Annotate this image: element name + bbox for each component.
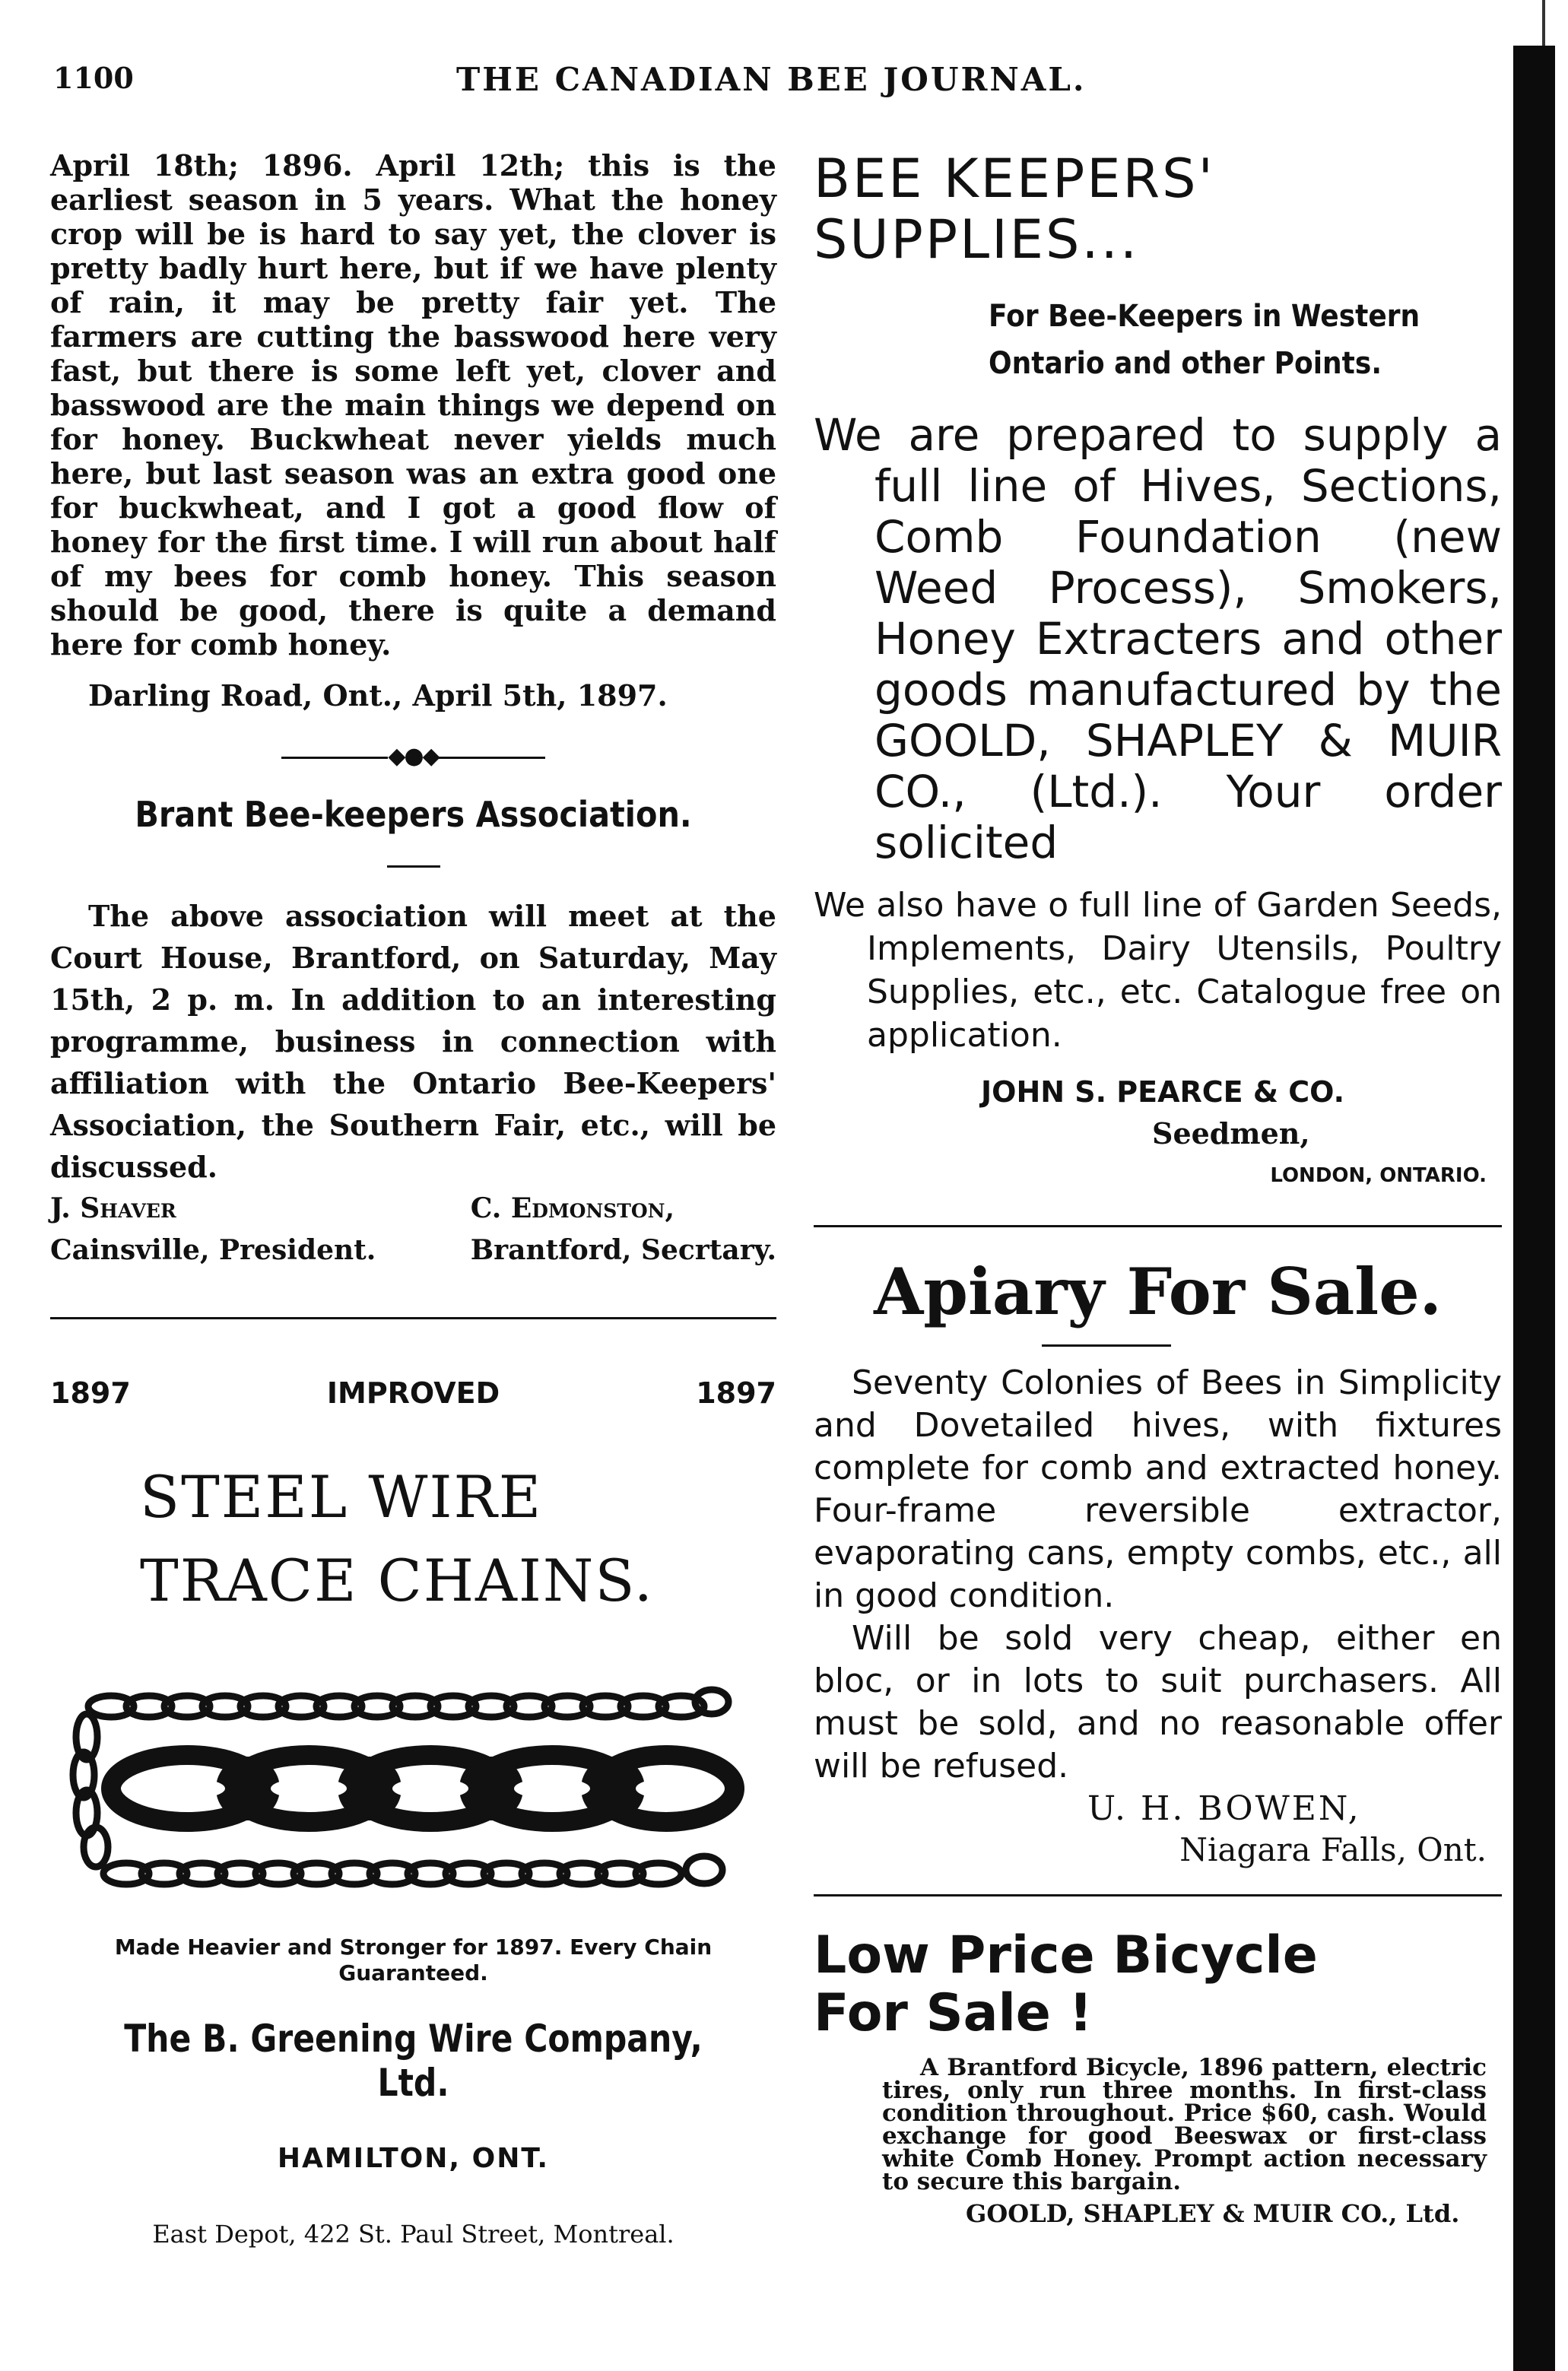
ornament-glyph: ◆●◆ (388, 743, 439, 770)
apiary-title: Apiary For Sale. (874, 1254, 1442, 1329)
ad-tagline: Made Heavier and Stronger for 1897. Every Chain Guaranteed. (114, 1935, 713, 1985)
ad-year-left: 1897 (50, 1376, 131, 1410)
ornament-rule-left (281, 757, 388, 759)
ad-year-right: 1897 (696, 1376, 776, 1410)
signature-left-role: Cainsville, President. (50, 1234, 376, 1266)
bicycle-title (814, 1927, 1502, 2042)
supplies-subtitle-1: For Bee-Keepers in Western (989, 299, 1420, 334)
supplier-location: LONDON, ONTARIO. (1270, 1164, 1487, 1187)
supplier-trade: Seedmen, (1152, 1116, 1310, 1151)
trace-chain-ad (50, 1376, 776, 2249)
page-edge-shadow (1513, 46, 1555, 2371)
left-column (50, 148, 776, 2249)
page-header (0, 61, 1490, 106)
association-title: Brant Bee-keepers Association. (135, 794, 692, 835)
supplies-body: We are prepared to supply a full line of Hives, Sections, Comb Foundation (new Weed Process), Smokers, Honey Extracters and other goods manufactured by the GOOLD, SHAPLEY & MUIR CO., (Ltd.). Your order solicited (814, 409, 1502, 868)
supplies-ad (814, 148, 1502, 1187)
supplies-subtitle (989, 293, 1451, 387)
ad-improved: IMPROVED (326, 1376, 500, 1410)
section-rule (814, 1894, 1502, 1896)
signature-right-name: C. Edmonston, (470, 1192, 675, 1224)
supplies-title-1: BEE KEEPERS' (814, 148, 1215, 210)
letter-text: April 18th; 1896. April 12th; this is the earliest season in 5 years. What the honey crop will be is hard to say yet, the clover is pretty badly hurt here, but if we have plenty of rain, it may be pretty fair yet. The farmers are cutting the basswood here very fast, but there is some left yet, clover and basswood are the main things we depend on for honey. Buckwheat never yields much here, but last season was an extra good one for buckwheat, and I got a good flow of honey for the first time. I will run about half of my bees for comb honey. This season should be good, there is quite a demand here for comb honey. (50, 148, 776, 662)
association-notice: The above association will meet at the Court House, Brantford, on Saturday, May 15th, 2 p. m. In addition to an interesting programme, business in connection with affiliation with the Ontario Bee-Keepers' Association, the Southern Fair, etc., will be discussed. (50, 899, 776, 1184)
journal-title: THE CANADIAN BEE JOURNAL. (456, 61, 1087, 98)
apiary-body-2: Will be sold very cheap, either en bloc, or in lots to suit purchasers. All must be sold, and no reasonable offer will be refused. (814, 1619, 1502, 1785)
supplies-extra: We also have o full line of Garden Seeds, Implements, Dairy Utensils, Poultry Supplies, etc., etc. Catalogue free on application. (814, 886, 1502, 1055)
bicycle-title-2: For Sale ! (814, 1983, 1093, 2043)
right-column (814, 148, 1502, 2228)
bicycle-seller: GOOLD, SHAPLEY & MUIR CO., Ltd. (966, 2199, 1460, 2228)
ad-city: HAMILTON, ONT. (277, 2143, 550, 2174)
letter-signoff: Darling Road, Ont., April 5th, 1897. (88, 678, 668, 713)
short-rule (387, 865, 440, 868)
signature-right-role: Brantford, Secrtary. (470, 1234, 776, 1266)
ornament-rule-right (439, 757, 545, 759)
chain-top-small (88, 1690, 728, 1717)
apiary-body-1: Seventy Colonies of Bees in Simplicity and Dovetailed hives, with fixtures complete for comb and extracted honey. Four-frame reversible extractor, evaporating cans, empty combs, etc., all in good condition. (814, 1363, 1502, 1615)
ad-headline (140, 1455, 776, 1623)
apiary-seller: U. H. BOWEN, (1087, 1789, 1361, 1828)
signature-left-name: J. Shaver (50, 1192, 176, 1224)
section-rule (814, 1225, 1502, 1227)
ornament-divider (50, 743, 776, 770)
supplier-name: JOHN S. PEARCE & CO. (981, 1075, 1345, 1109)
signature-right (471, 1188, 776, 1271)
page-number: 1100 (53, 61, 134, 95)
section-rule (50, 1317, 776, 1319)
apiary-ad (814, 1254, 1502, 1868)
supplies-title-2: SUPPLIES... (814, 208, 1140, 271)
ad-headline-line1: STEEL WIRE (140, 1463, 543, 1531)
apiary-seller-location: Niagara Falls, Ont. (1179, 1831, 1487, 1868)
association-signatures (50, 1188, 776, 1271)
bicycle-body: A Brantford Bicycle, 1896 pattern, electric tires, only run three months. In first-class condition throughout. Price $60, cash. Would exchange for good Beeswax or first-class white Comb Honey. Prompt action necessary to secure this bargain. (882, 2054, 1487, 2195)
bicycle-title-1: Low Price Bicycle (814, 1925, 1318, 1985)
ad-depot: East Depot, 422 St. Paul Street, Montreal. (152, 2220, 674, 2249)
ad-company: The B. Greening Wire Company, Ltd. (124, 2017, 703, 2105)
ad-headline-line2: TRACE CHAINS. (140, 1547, 654, 1614)
short-rule (1042, 1344, 1171, 1347)
chain-illustration (50, 1653, 776, 1896)
chain-bottom-small (103, 1856, 722, 1884)
supplies-subtitle-2: Ontario and other Points. (989, 346, 1382, 381)
bicycle-ad (814, 1927, 1502, 2228)
signature-left (50, 1188, 376, 1271)
ad-year-row (50, 1376, 776, 1410)
